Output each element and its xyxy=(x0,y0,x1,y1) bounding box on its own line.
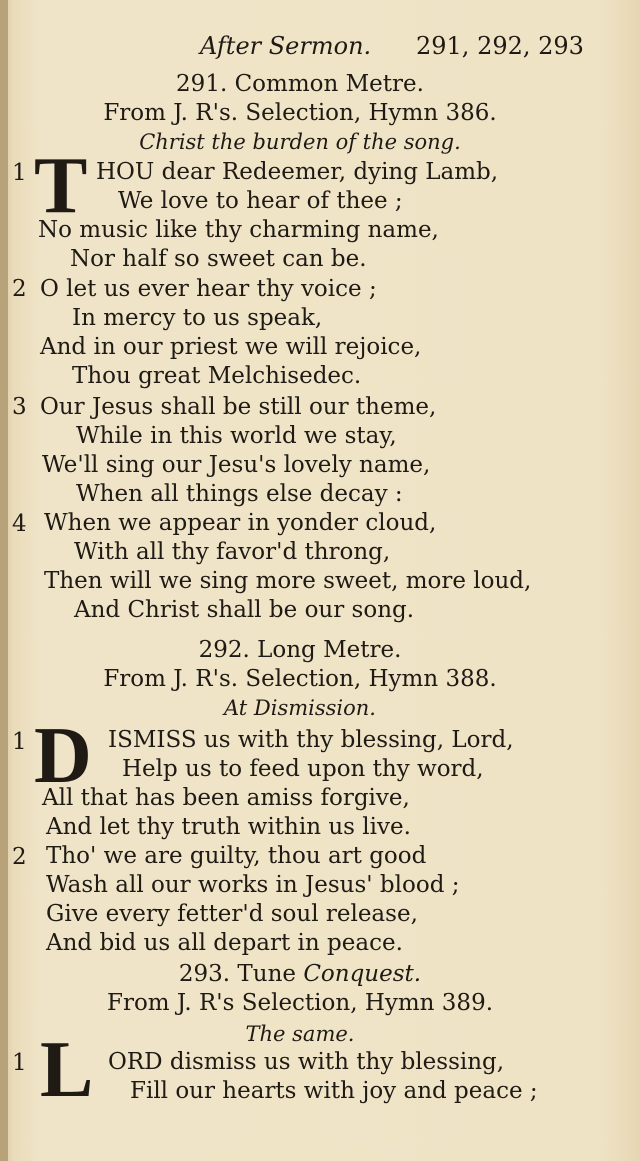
verse-line: Our Jesus shall be still our theme, xyxy=(40,394,437,420)
stanza-number: 1 xyxy=(12,1050,27,1076)
hymn-heading-prefix: 293. Tune xyxy=(178,961,304,987)
verse-line: HOU dear Redeemer, dying Lamb, xyxy=(96,159,499,185)
verse-line: Tho' we are guilty, thou art good xyxy=(46,843,427,869)
hymn-heading xyxy=(0,960,600,989)
stanza-number: 4 xyxy=(12,511,27,537)
verse-line: Give every fetter'd soul release, xyxy=(46,901,418,927)
verse-line: When we appear in yonder cloud, xyxy=(44,510,437,536)
verse-line: ORD dismiss us with thy blessing, xyxy=(108,1049,505,1075)
verse-line: We'll sing our Jesu's lovely name, xyxy=(42,452,431,478)
tune-name: Conquest. xyxy=(303,961,422,987)
stanza-number: 1 xyxy=(12,160,27,186)
verse-line: In mercy to us speak, xyxy=(72,305,323,331)
verse-line: Fill our hearts with joy and peace ; xyxy=(130,1078,538,1104)
verse-line: All that has been amiss forgive, xyxy=(42,785,410,811)
verse-line: When all things else decay : xyxy=(76,481,403,507)
verse-line: We love to hear of thee ; xyxy=(118,188,403,214)
verse-line: Then will we sing more sweet, more loud, xyxy=(44,568,532,594)
verse-line: O let us ever hear thy voice ; xyxy=(40,276,377,302)
verse-line: Wash all our works in Jesus' blood ; xyxy=(46,872,460,898)
drop-cap: T xyxy=(34,142,88,230)
page-header xyxy=(0,32,600,66)
drop-cap: D xyxy=(34,712,92,800)
running-title: After Sermon. xyxy=(200,32,372,60)
hymn-heading: 291. Common Metre. xyxy=(176,71,424,97)
hymn-subtitle: The same. xyxy=(245,1022,355,1046)
hymn-subtitle: At Dismission. xyxy=(224,696,376,720)
stanza-number: 3 xyxy=(12,394,27,420)
stanza-number: 2 xyxy=(12,844,27,870)
verse-line: Help us to feed upon thy word, xyxy=(122,756,484,782)
verse-line: And Christ shall be our song. xyxy=(74,597,415,623)
verse-line: And in our priest we will rejoice, xyxy=(40,334,422,360)
verse-line: While in this world we stay, xyxy=(76,423,397,449)
stanza-number: 1 xyxy=(12,729,27,755)
verse-line: No music like thy charming name, xyxy=(38,217,439,243)
verse-line: ISMISS us with thy blessing, Lord, xyxy=(108,727,514,753)
stanza-number: 2 xyxy=(12,276,27,302)
hymn-source: From J. R's. Selection, Hymn 386. xyxy=(103,100,497,126)
verse-line: And bid us all depart in peace. xyxy=(46,930,403,956)
hymn-subtitle: Christ the burden of the song. xyxy=(139,130,461,154)
verse-line: And let thy truth within us live. xyxy=(46,814,411,840)
hymn-heading: 292. Long Metre. xyxy=(198,637,402,663)
hymn-source: From J. R's Selection, Hymn 389. xyxy=(106,990,494,1016)
page-numbers: 291, 292, 293 xyxy=(416,32,584,60)
verse-line: With all thy favor'd throng, xyxy=(74,539,391,565)
verse-line: Thou great Melchisedec. xyxy=(72,363,362,389)
drop-cap: L xyxy=(40,1026,94,1114)
hymn-source: From J. R's. Selection, Hymn 388. xyxy=(103,666,497,692)
verse-line: Nor half so sweet can be. xyxy=(70,246,367,272)
